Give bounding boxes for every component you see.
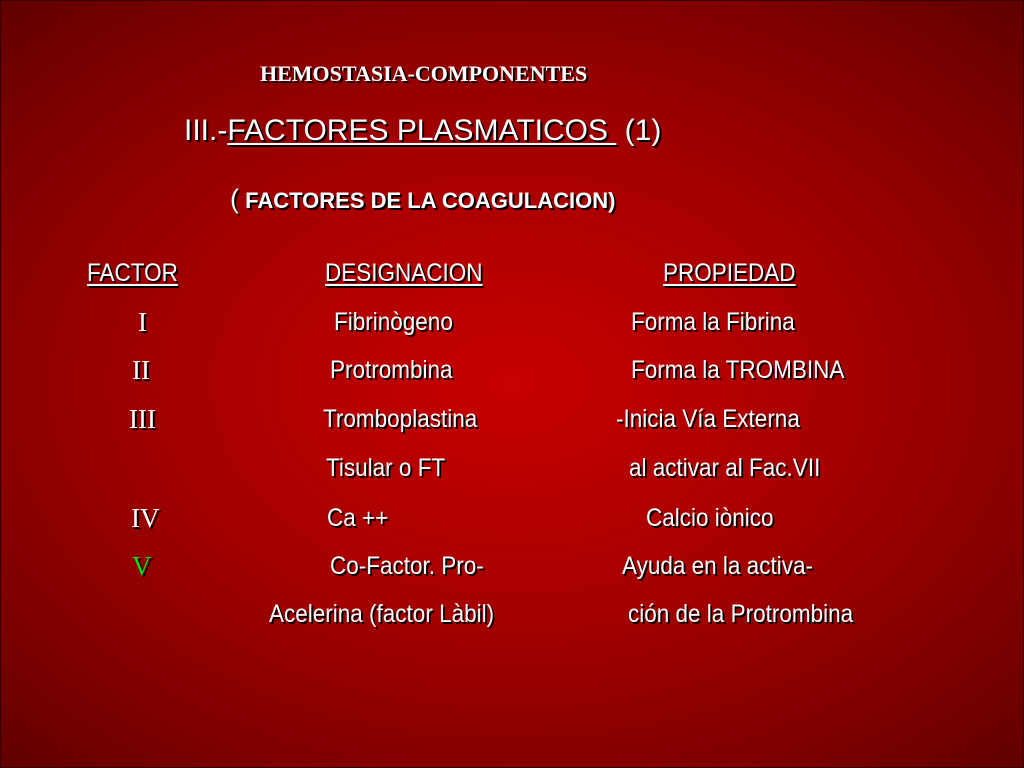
designacion-cell: Acelerina (factor Làbil) [269,600,495,628]
factor-cell: IV [131,503,160,533]
header-propiedad: PROPIEDAD [663,259,796,287]
designacion-cell: Tromboplastina [323,405,478,433]
subtitle-paren: ( [230,184,239,214]
propiedad-cell: ción de la Protrombina [628,600,854,628]
section-prefix: III.- [184,114,228,147]
designacion-cell: Tisular o FT [326,454,446,482]
header-factor: FACTOR [87,259,178,287]
slide-title: HEMOSTASIA-COMPONENTES [260,61,588,86]
propiedad-cell: Forma la TROMBINA [631,356,845,384]
header-designacion: DESIGNACION [325,259,483,287]
designacion-cell: Ca ++ [327,504,389,532]
subtitle [230,184,615,215]
factor-cell: I [138,307,147,337]
propiedad-cell: Calcio iònico [646,504,774,532]
factor-cell-highlighted: V [132,551,152,581]
factor-cell: III [129,404,156,434]
factor-cell: II [132,355,150,385]
designacion-cell: Fibrinògeno [334,308,453,336]
propiedad-cell: al activar al Fac.VII [629,454,821,482]
propiedad-cell: Forma la Fibrina [631,308,795,336]
subtitle-text: FACTORES DE LA COAGULACION) [239,188,616,213]
section-suffix: (1) [616,114,662,147]
propiedad-cell: -Inicia Vía Externa [616,405,800,433]
section-name: FACTORES PLASMATICOS [227,114,617,147]
section-heading [184,114,661,148]
designacion-cell: Protrombina [330,356,453,384]
designacion-cell: Co-Factor. Pro- [330,552,484,580]
propiedad-cell: Ayuda en la activa- [622,552,813,580]
